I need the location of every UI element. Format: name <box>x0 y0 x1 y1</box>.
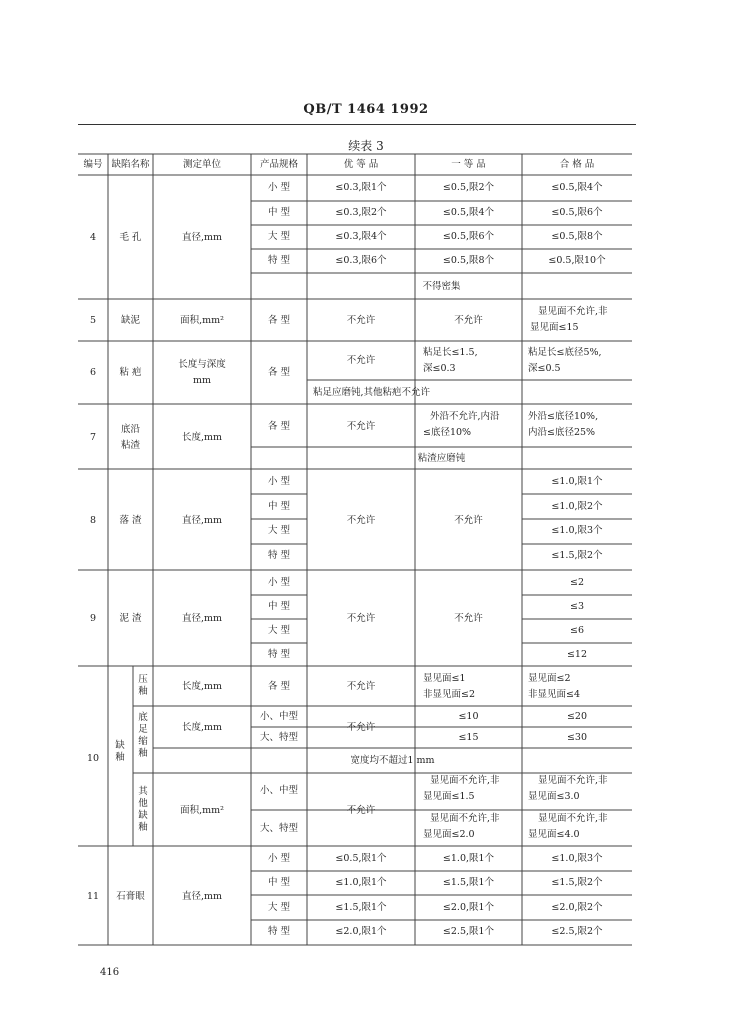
row4-c-1: ≤0.5,限4个 <box>551 182 603 193</box>
row11-c-3: ≤2.0,限2个 <box>551 902 603 913</box>
row11-a-3: ≤1.5,限1个 <box>335 902 387 913</box>
row5-c-line2: 显见面≤15 <box>530 322 579 333</box>
row9-name: 泥 渣 <box>119 613 142 624</box>
row5-b: 不允许 <box>454 315 483 326</box>
row10-s3-a: 不允许 <box>346 805 376 816</box>
row4-unit: 直径,mm <box>181 232 223 243</box>
row10-s1-c-line1: 显见面≤2 <box>528 673 571 684</box>
row8-b: 不允许 <box>454 515 483 526</box>
row5-spec: 各 型 <box>267 315 291 326</box>
row10-s2-c1: ≤20 <box>566 711 588 722</box>
row4-spec-1: 小 型 <box>267 182 291 193</box>
row7-a: 不允许 <box>346 421 376 432</box>
row11-unit: 直径,mm <box>181 891 223 902</box>
row11-a-1: ≤0.5,限1个 <box>335 853 387 864</box>
row7-c-line2: 内沿≤底径25% <box>528 427 596 438</box>
header-premium: 优 等 品 <box>343 159 379 170</box>
row5-a: 不允许 <box>346 315 376 326</box>
row9-c-3: ≤6 <box>569 625 584 636</box>
row9-c-1: ≤2 <box>569 577 584 588</box>
row9-spec-2: 中 型 <box>267 601 291 612</box>
row7-spec: 各 型 <box>267 421 291 432</box>
row10-s1-unit: 长度,mm <box>181 681 223 692</box>
row8-c-3: ≤1.0,限3个 <box>551 525 603 536</box>
row4-c-2: ≤0.5,限6个 <box>551 207 603 218</box>
row6-note: 粘足应磨钝,其他粘疤不允许 <box>313 387 431 398</box>
row10-s3-c2-line1: 显见面不允许,非 <box>538 813 608 824</box>
row10-s3-c1-line2: 显见面≤3.0 <box>528 791 580 802</box>
row10-s1-b-line1: 显见面≤1 <box>423 673 466 684</box>
row6-c-line2: 深≤0.5 <box>528 363 561 374</box>
row4-b-4: ≤0.5,限8个 <box>442 255 495 266</box>
row11-a-4: ≤2.0,限1个 <box>335 926 387 937</box>
row6-c-line1: 粘足长≤底径5%, <box>528 347 602 358</box>
row11-c-2: ≤1.5,限2个 <box>551 877 603 888</box>
row7-name-line2: 粘渣 <box>120 440 140 451</box>
row8-spec-1: 小 型 <box>267 476 291 487</box>
row10-s2-b2: ≤15 <box>458 732 479 743</box>
header-unit: 测定单位 <box>182 159 221 170</box>
row8-spec-3: 大 型 <box>267 525 291 536</box>
row11-b-2: ≤1.5,限1个 <box>442 877 495 888</box>
row8-spec-4: 特 型 <box>267 550 291 561</box>
row11-c-1: ≤1.0,限3个 <box>551 853 603 864</box>
row4-b-1: ≤0.5,限2个 <box>442 182 495 193</box>
row4-a-1: ≤0.3,限1个 <box>335 182 387 193</box>
row7-b-line2: ≤底径10% <box>423 427 472 438</box>
row4-spec-4: 特 型 <box>267 255 291 266</box>
row10-s3-c1-line1: 显见面不允许,非 <box>538 775 608 786</box>
row9-b: 不允许 <box>454 613 483 624</box>
row6-no: 6 <box>89 367 97 378</box>
row10-s3-b1-line1: 显见面不允许,非 <box>430 775 500 786</box>
header-qualified: 合 格 品 <box>559 159 595 170</box>
row10-sub3: 其他缺釉 <box>138 786 148 833</box>
row11-spec-3: 大 型 <box>267 902 291 913</box>
row10-sub1: 压釉 <box>138 674 148 697</box>
row10-no: 10 <box>86 753 100 764</box>
row8-spec-2: 中 型 <box>267 501 291 512</box>
row4-c-4: ≤0.5,限10个 <box>548 255 606 266</box>
row9-c-4: ≤12 <box>566 649 588 660</box>
row4-spec-3: 大 型 <box>267 231 291 242</box>
row4-a-3: ≤0.3,限4个 <box>335 231 387 242</box>
row9-spec-3: 大 型 <box>267 625 291 636</box>
row9-a: 不允许 <box>346 613 376 624</box>
header-no: 编号 <box>83 159 103 170</box>
row11-b-1: ≤1.0,限1个 <box>442 853 495 864</box>
row6-a: 不允许 <box>346 355 376 366</box>
row10-s2-a: 不允许 <box>346 722 376 733</box>
row10-name: 缺釉 <box>115 740 125 763</box>
row5-name: 缺泥 <box>120 315 140 326</box>
row6-unit-line2: mm <box>192 375 212 386</box>
row7-unit: 长度,mm <box>181 432 223 443</box>
row11-c-4: ≤2.5,限2个 <box>551 926 603 937</box>
row11-b-4: ≤2.5,限1个 <box>442 926 495 937</box>
header-spec: 产品规格 <box>259 159 298 170</box>
row10-s2-b1: ≤10 <box>458 711 479 722</box>
row10-s2-c2: ≤30 <box>566 732 588 743</box>
row6-unit-line1: 长度与深度 <box>178 359 226 370</box>
row8-unit: 直径,mm <box>181 515 223 526</box>
row10-s1-b-line2: 非显见面≤2 <box>423 689 476 700</box>
row10-s2-unit: 长度,mm <box>181 722 223 733</box>
row5-c-line1: 显见面不允许,非 <box>538 306 608 317</box>
header-first: 一 等 品 <box>451 159 486 170</box>
row10-s2-spec1: 小、中型 <box>259 711 298 722</box>
row8-c-1: ≤1.0,限1个 <box>551 476 603 487</box>
row10-s3-unit: 面积,mm² <box>180 805 224 816</box>
row6-spec: 各 型 <box>267 367 291 378</box>
row4-note: 不得密集 <box>422 281 461 292</box>
row11-name: 石膏眼 <box>116 891 145 902</box>
row5-no: 5 <box>89 315 97 326</box>
table-caption: 续表 3 <box>348 139 384 153</box>
row8-no: 8 <box>89 515 97 526</box>
row9-c-2: ≤3 <box>569 601 584 612</box>
row11-b-3: ≤2.0,限1个 <box>442 902 495 913</box>
row11-spec-2: 中 型 <box>267 877 291 888</box>
row10-s3-b2-line1: 显见面不允许,非 <box>430 813 500 824</box>
row9-spec-1: 小 型 <box>267 577 291 588</box>
row4-a-2: ≤0.3,限2个 <box>335 207 387 218</box>
row10-s3-c2-line2: 显见面≤4.0 <box>528 829 580 840</box>
row8-c-4: ≤1.5,限2个 <box>551 550 603 561</box>
row9-spec-4: 特 型 <box>267 649 291 660</box>
row10-s3-spec1: 小、中型 <box>259 785 298 796</box>
row7-note: 粘渣应磨钝 <box>417 453 466 464</box>
row4-c-3: ≤0.5,限8个 <box>551 231 603 242</box>
row7-b-line1: 外沿不允许,内沿 <box>430 411 500 422</box>
row10-s1-c-line2: 非显见面≤4 <box>528 689 581 700</box>
row6-b-line1: 粘足长≤1.5, <box>423 347 478 358</box>
row10-s3-b2-line2: 显见面≤2.0 <box>423 829 475 840</box>
row9-unit: 直径,mm <box>181 613 223 624</box>
row8-name: 落 渣 <box>119 515 142 526</box>
row10-s1-a: 不允许 <box>346 681 376 692</box>
row8-a: 不允许 <box>346 515 376 526</box>
row4-b-3: ≤0.5,限6个 <box>442 231 495 242</box>
row11-spec-1: 小 型 <box>267 853 291 864</box>
row4-a-4: ≤0.3,限6个 <box>335 255 387 266</box>
row8-c-2: ≤1.0,限2个 <box>551 501 603 512</box>
row11-a-2: ≤1.0,限1个 <box>335 877 387 888</box>
row7-c-line1: 外沿≤底径10%, <box>528 411 599 422</box>
row10-s1-spec: 各 型 <box>267 681 291 692</box>
standard-code: QB/T 1464 1992 <box>303 102 429 117</box>
row11-spec-4: 特 型 <box>267 926 291 937</box>
row10-s2-spec2: 大、特型 <box>259 732 298 743</box>
row4-no: 4 <box>89 232 97 243</box>
row10-s2-note: 宽度均不超过1 mm <box>350 755 435 766</box>
row6-name: 粘 疤 <box>119 367 142 378</box>
row10-s3-spec2: 大、特型 <box>259 823 298 834</box>
header-defect: 缺陷名称 <box>111 159 150 170</box>
row10-s3-b1-line2: 显见面≤1.5 <box>423 791 475 802</box>
row4-b-2: ≤0.5,限4个 <box>442 207 495 218</box>
row4-spec-2: 中 型 <box>267 207 291 218</box>
row9-no: 9 <box>89 613 97 624</box>
page-number: 416 <box>100 967 120 978</box>
row7-no: 7 <box>89 432 97 443</box>
row10-sub2: 底足缩釉 <box>138 712 148 759</box>
row7-name-line1: 底沿 <box>120 424 140 435</box>
row6-b-line2: 深≤0.3 <box>423 363 456 374</box>
row4-name: 毛 孔 <box>119 232 142 243</box>
row11-no: 11 <box>86 891 100 902</box>
row5-unit: 面积,mm² <box>180 315 224 326</box>
